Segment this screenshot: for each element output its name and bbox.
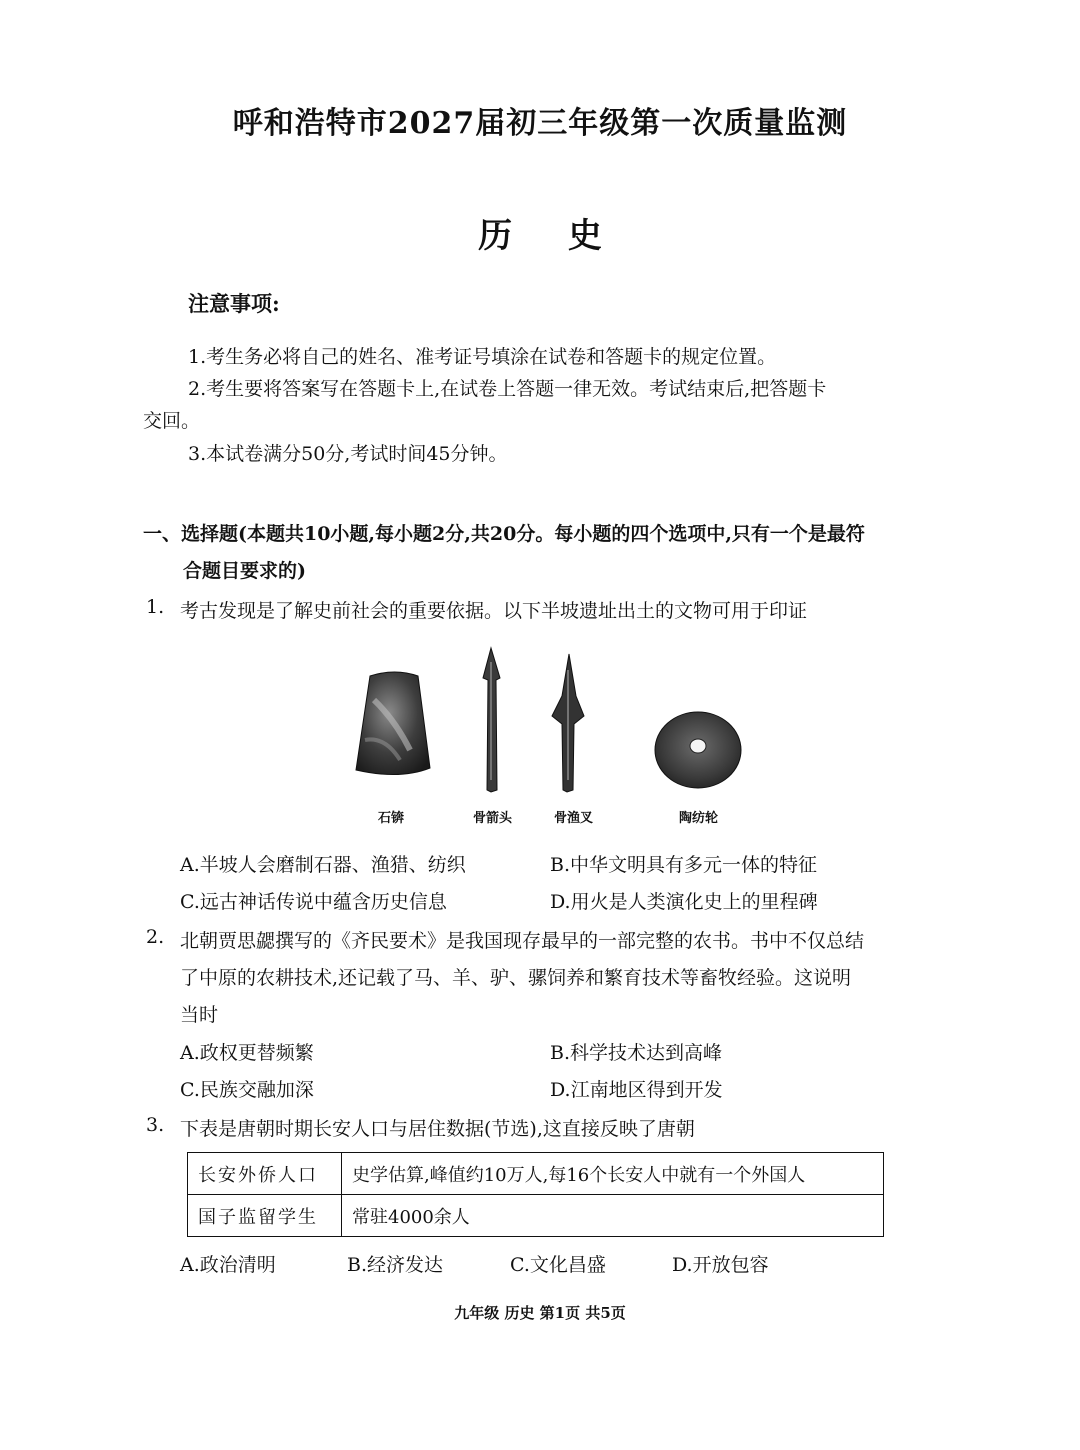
artifact-images xyxy=(340,640,760,830)
notice-item-3: 3.本试卷满分50分,考试时间45分钟。 xyxy=(188,443,508,465)
caption-spindle-whorl: 陶纺轮 xyxy=(679,811,719,826)
notice-heading: 注意事项: xyxy=(188,291,280,316)
caption-stone-adze: 石锛 xyxy=(378,811,405,826)
question-number: 1. xyxy=(146,596,165,618)
option-c: C.文化昌盛 xyxy=(510,1254,606,1276)
section-heading-cont: 合题目要求的) xyxy=(183,560,306,582)
question-stem: 考古发现是了解史前社会的重要依据。以下半坡遗址出土的文物可用于印证 xyxy=(180,600,808,622)
option-d: D.开放包容 xyxy=(672,1254,769,1276)
option-a: A.政治清明 xyxy=(180,1254,276,1276)
option-b: B.经济发达 xyxy=(347,1254,444,1276)
question-number: 3. xyxy=(146,1114,165,1136)
caption-bone-arrowhead: 骨箭头 xyxy=(473,811,513,826)
notice-item-2-cont: 交回。 xyxy=(143,410,201,432)
option-d: D.用火是人类演化史上的里程碑 xyxy=(550,891,818,913)
option-b: B.科学技术达到高峰 xyxy=(550,1042,723,1064)
question-stem-cont: 了中原的农耕技术,还记载了马、羊、驴、骡饲养和繁育技术等畜牧经验。这说明 xyxy=(180,967,852,989)
table-cell: 长安外侨人口 xyxy=(188,1153,342,1195)
option-c: C.远古神话传说中蕴含历史信息 xyxy=(180,891,447,913)
question-stem-cont: 当时 xyxy=(180,1004,219,1026)
stone-adze-image xyxy=(356,672,430,775)
pottery-spindle-whorl-image xyxy=(655,712,741,788)
option-a: A.半坡人会磨制石器、渔猎、纺织 xyxy=(180,854,466,876)
option-c: C.民族交融加深 xyxy=(180,1079,314,1101)
caption-bone-harpoon: 骨渔叉 xyxy=(554,811,594,826)
option-d: D.江南地区得到开发 xyxy=(550,1079,723,1101)
table-cell: 史学估算,峰值约10万人,每16个长安人中就有一个外国人 xyxy=(342,1153,884,1195)
bone-arrowhead-image xyxy=(483,648,500,792)
population-table xyxy=(187,1152,884,1237)
question-stem: 北朝贾思勰撰写的《齐民要术》是我国现存最早的一部完整的农书。书中不仅总结 xyxy=(180,930,865,952)
subject-title: 历 史 xyxy=(478,216,624,256)
table-cell: 常驻4000余人 xyxy=(342,1195,884,1237)
question-number: 2. xyxy=(146,926,165,948)
notice-item-1: 1.考生务必将自己的姓名、准考证号填涂在试卷和答题卡的规定位置。 xyxy=(188,346,777,368)
exam-title: 呼和浩特市2027届初三年级第一次质量监测 xyxy=(232,106,848,141)
table-row xyxy=(188,1195,884,1237)
notice-item-2: 2.考生要将答案写在答题卡上,在试卷上答题一律无效。考试结束后,把答题卡 xyxy=(188,378,827,400)
table-row xyxy=(188,1153,884,1195)
page-footer: 九年级 历史 第1页 共5页 xyxy=(454,1304,626,1322)
artifact-figure xyxy=(340,640,760,830)
section-heading: 一、选择题(本题共10小题,每小题2分,共20分。每小题的四个选项中,只有一个是最符 xyxy=(143,523,865,545)
question-stem: 下表是唐朝时期长安人口与居住数据(节选),这直接反映了唐朝 xyxy=(180,1118,695,1140)
table-cell: 国子监留学生 xyxy=(188,1195,342,1237)
option-a: A.政权更替频繁 xyxy=(180,1042,314,1064)
bone-harpoon-image xyxy=(552,654,584,792)
option-b: B.中华文明具有多元一体的特征 xyxy=(550,854,818,876)
